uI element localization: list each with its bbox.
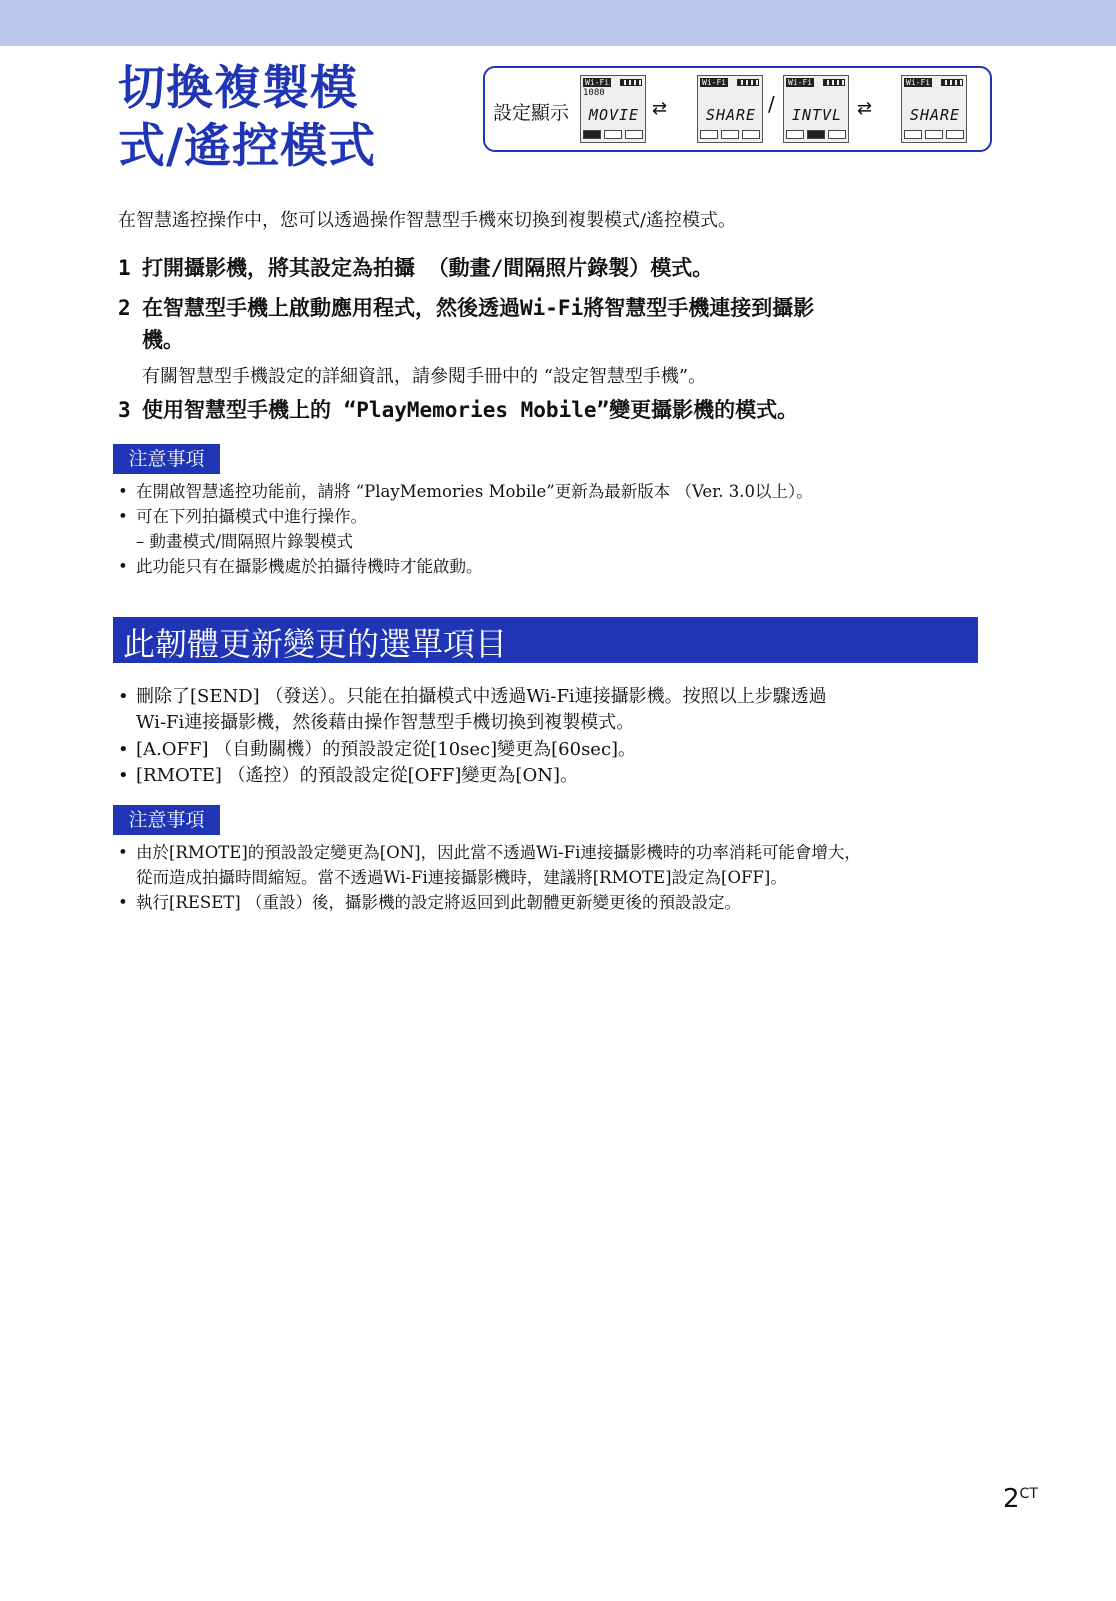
lcd-screen-movie [580, 75, 646, 143]
step-number: 1 [118, 256, 131, 280]
step-text: 打開攝影機，將其設定為拍攝 （動畫/間隔照片錄製）模式。 [142, 256, 714, 280]
section-title: 此韌體更新變更的選單項目 [123, 625, 508, 663]
note-item: • 由於[RMOTE]的預設設定變更為[ON]，因此當不透過Wi-Fi連接攝影機時的功率消耗可能會增大， [118, 843, 861, 862]
menu-change-item-continued: Wi-Fi連接攝影機，然後藉由操作智慧型手機切換到複製模式。 [136, 712, 635, 733]
lcd-screen-intvl [783, 75, 849, 143]
note-item-continued: 從而造成拍攝時間縮短。當不透過Wi-Fi連接攝影機時，建議將[RMOTE]設定為[OFF]。 [136, 868, 787, 887]
page-title-line2: 式/遙控模式 [118, 119, 377, 174]
step-number: 3 [118, 398, 131, 422]
separator-slash: / [768, 92, 775, 116]
note-item: • 執行[RESET] （重設）後，攝影機的設定將返回到此韌體更新變更後的預設設定。 [118, 893, 741, 912]
page-number: $2^{CT}$ [1003, 1484, 1038, 1514]
mode-text: SHARE [705, 106, 757, 124]
note-item: • 可在下列拍攝模式中進行操作。 [118, 507, 367, 526]
mode-text: MOVIE [588, 106, 640, 124]
wifi-icon: Wi-Fi [906, 78, 931, 87]
intro-text: 在智慧遙控操作中，您可以透過操作智慧型手機來切換到複製模式/遙控模式。 [118, 210, 737, 231]
setting-display-panel [483, 66, 992, 152]
menu-change-item: • 刪除了[SEND] （發送）。只能在拍攝模式中透過Wi-Fi連接攝影機。按照以上步驟透過 [118, 686, 827, 707]
mode-icons [583, 130, 643, 139]
mode-icons [700, 130, 760, 139]
notes-badge: 注意事項 [113, 444, 220, 474]
battery-icon [941, 79, 963, 86]
battery-icon [823, 79, 845, 86]
top-band [0, 0, 1116, 46]
wifi-icon: Wi-Fi [585, 78, 610, 87]
step-3 [118, 394, 798, 426]
step-text: 使用智慧型手機上的 “PlayMemories Mobile”變更攝影機的模式。 [142, 398, 799, 422]
mode-icons [904, 130, 964, 139]
lcd-screen-share-1 [697, 75, 763, 143]
step-number: 2 [118, 296, 131, 320]
menu-change-item: • [RMOTE] （遙控）的預設設定從[OFF]變更為[ON]。 [118, 765, 578, 786]
step-2 [118, 292, 814, 356]
menu-change-item: • [A.OFF] （自動關機）的預設設定從[10sec]變更為[60sec]。 [118, 739, 637, 760]
switch-arrows-icon: ⇄ [652, 98, 668, 119]
mode-text: INTVL [791, 106, 843, 124]
section-header [113, 617, 978, 663]
wifi-icon: Wi-Fi [788, 78, 813, 87]
lcd-screen-share-2 [901, 75, 967, 143]
mode-icons [786, 130, 846, 139]
page-title [118, 60, 458, 176]
step-2-note: 有關智慧型手機設定的詳細資訊，請參閱手冊中的 “設定智慧型手機”。 [142, 366, 707, 387]
step-1 [118, 252, 713, 284]
page-suffix: CT [1019, 1486, 1038, 1502]
battery-icon [620, 79, 642, 86]
battery-icon [737, 79, 759, 86]
step-text: 在智慧型手機上啟動應用程式，然後透過Wi-Fi將智慧型手機連接到攝影 [142, 296, 815, 320]
switch-arrows-icon: ⇄ [857, 98, 873, 119]
setting-display-label: 設定顯示 [493, 102, 570, 124]
note-item: • 在開啟智慧遙控功能前，請將 “PlayMemories Mobile”更新為最新版本 （Ver. 3.0以上）。 [118, 482, 813, 501]
resolution-text: 1080 [583, 88, 605, 98]
notes-badge: 注意事項 [113, 805, 220, 835]
note-subitem: – 動畫模式/間隔照片錄製模式 [136, 532, 354, 551]
note-item: • 此功能只有在攝影機處於拍攝待機時才能啟動。 [118, 557, 483, 576]
step-text-continued: 機。 [142, 328, 184, 352]
wifi-icon: Wi-Fi [702, 78, 727, 87]
page-title-line1: 切換複製模 [118, 61, 358, 116]
mode-text: SHARE [909, 106, 961, 124]
